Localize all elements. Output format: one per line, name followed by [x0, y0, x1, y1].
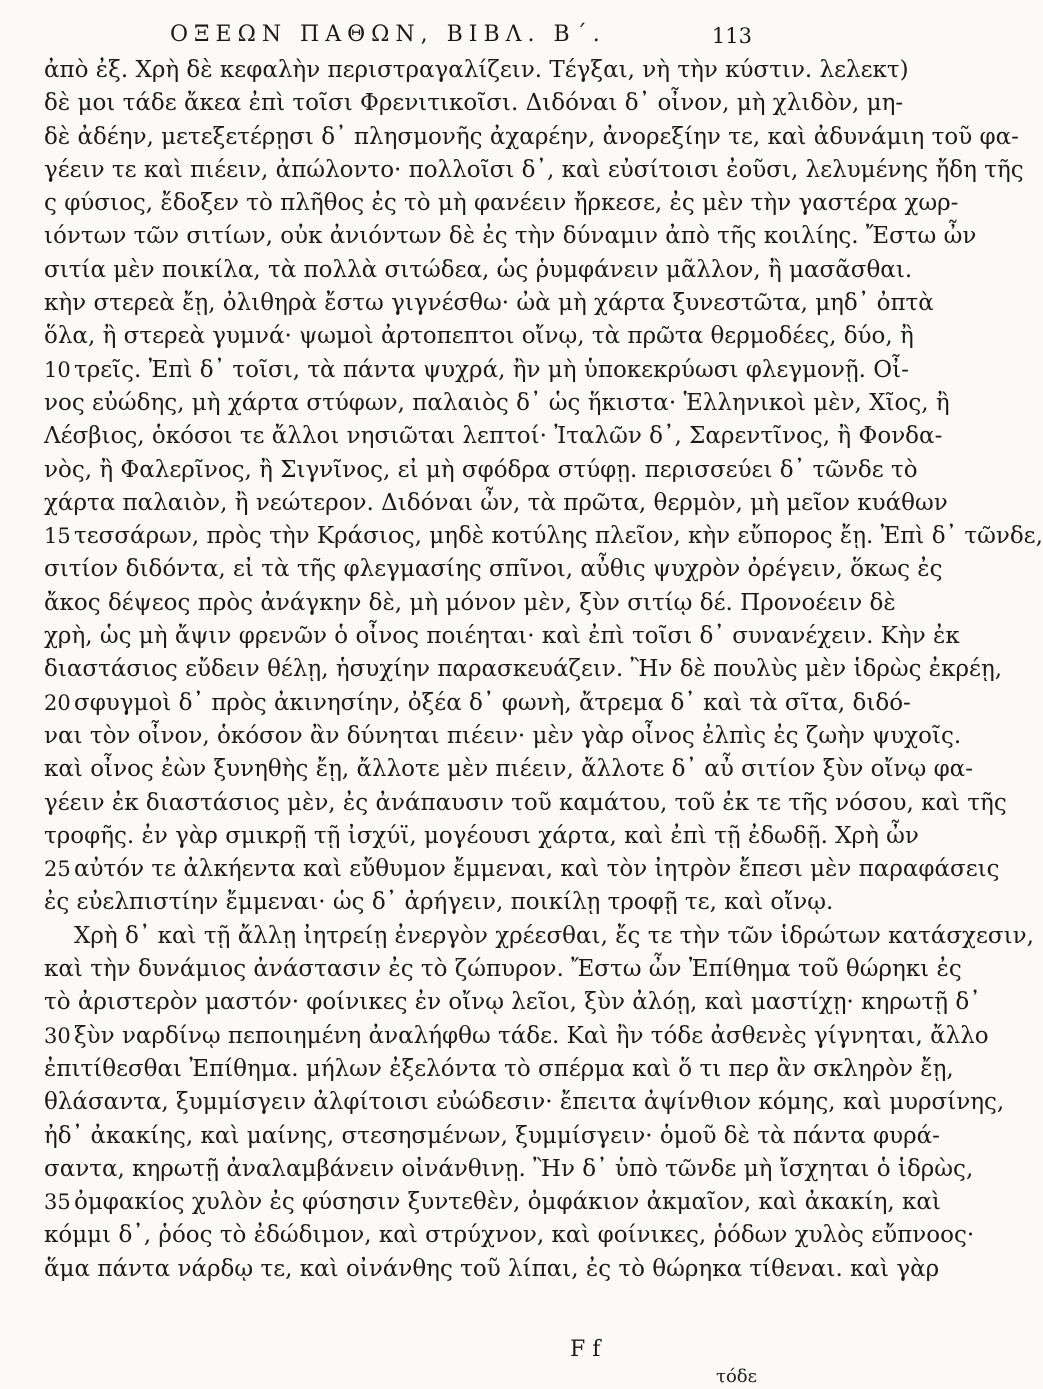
printer-signature: F f — [570, 1337, 601, 1362]
text-line — [44, 886, 834, 919]
text-line — [44, 487, 948, 520]
text-line — [44, 54, 909, 87]
text-line — [44, 254, 913, 287]
line-text: ξὺν ναρδίνῳ πεποιημένη ἀναλήφθω τάδε. Καὶ ἢν τόδε ἀσθενὲς γίγνηται, ἄλλο — [74, 1022, 989, 1049]
line-text: σιτία μὲν ποικίλα, τὰ πολλὰ σιτώδεα, ὡς ῥυμφάνειν μᾶλλον, ἢ μασᾶσθαι. — [44, 256, 913, 283]
line-text: γέειν τε καὶ πιέειν, ἀπώλοντο· πολλοῖσι δ᾽, καὶ εὐσίτοισι ἐοῦσι, λελυμένης ἤδη τῆς — [44, 156, 1024, 183]
line-text: ς φύσιος, ἔδοξεν τὸ πλῆθος ἐς τὸ μὴ φανέειν ἤρκεσε, ἐς μὲν τὴν γαστέρα χωρ- — [44, 190, 959, 217]
line-text: νος εὐώδης, μὴ χάρτα στύφων, παλαιὸς δ᾽ ὡς ἥκιστα· Ἑλληνικοὶ μὲν, Χῖος, ἢ — [44, 389, 950, 416]
line-number: 35 — [44, 1190, 71, 1215]
line-text: τὸ ἀριστερὸν μαστόν· φοίνικες ἐν οἴνῳ λεῖοι, ξὺν ἀλόῃ, καὶ μαστίχῃ· κηρωτῇ δ᾽ — [44, 989, 981, 1016]
line-text: ἄκος δέψεος πρὸς ἀνάγκην δὲ, μὴ μόνον μὲν, ξὺν σιτίῳ δέ. Προνοέειν δὲ — [44, 589, 896, 616]
line-text: τεσσάρων, πρὸς τὴν Κράσιος, μηδὲ κοτύλης πλεῖον, κὴν εὔπορος ἔῃ. Ἐπὶ δ᾽ τῶνδε, — [74, 523, 1043, 550]
text-line — [44, 787, 1007, 820]
text-line — [44, 1120, 940, 1153]
text-line — [44, 820, 919, 853]
line-text: ἐπιτίθεσθαι Ἐπίθημα. μήλων ἐξελόντα τὸ σπέρμα καὶ ὅ τι περ ἂν σκληρὸν ἔῃ, — [44, 1055, 954, 1082]
line-text: διαστάσιος εὔδειν θέλῃ, ἡσυχίην παρασκευάζειν. Ἢν δὲ πουλὺς μὲν ἱδρὼς ἐκρέῃ, — [44, 656, 1003, 683]
text-line — [44, 687, 911, 720]
line-text: ναι τὸν οἶνον, ὁκόσον ἂν δύνηται πιέειν· μὲν γὰρ οἶνος ἐλπὶς ἐς ζωὴν ψυχοῖς. — [44, 722, 962, 749]
running-head — [60, 10, 760, 50]
line-text: καὶ οἶνος ἐὼν ξυνηθὴς ἔῃ, ἄλλοτε μὲν πιέειν, ἄλλοτε δ᾽ αὖ σιτίον ξὺν οἴνῳ φα- — [44, 756, 973, 783]
line-number: 25 — [44, 857, 71, 882]
line-text: Λέσβιος, ὁκόσοι τε ἄλλοι νησιῶται λεπτοί· Ἰταλῶν δ᾽, Σαρεντῖνος, ἢ Φονδα- — [44, 423, 943, 450]
line-number: 10 — [44, 357, 71, 382]
text-line — [44, 520, 1043, 553]
catchword: τόδε — [716, 1366, 757, 1387]
text-line — [44, 87, 904, 120]
line-text: χρὴ, ὡς μὴ ἄψιν φρενῶν ὁ οἶνος ποιέηται· καὶ ἐπὶ τοῖσι δ᾽ συνανέχειν. Κὴν ἐκ — [44, 623, 960, 650]
text-line — [44, 287, 934, 320]
line-text: χάρτα παλαιὸν, ἢ νεώτερον. Διδόναι ὦν, τὰ πρῶτα, θερμὸν, μὴ μεῖον κυάθων — [44, 489, 948, 516]
text-line — [44, 1053, 954, 1086]
text-line — [44, 920, 1034, 953]
text-line — [44, 986, 981, 1019]
text-line — [44, 420, 943, 453]
line-text: κόμμι δ᾽, ῥόος τὸ ἐδώδιμον, καὶ στρύχνον, καὶ φοίνικες, ῥόδων χυλὸς εὔπνοος· — [44, 1222, 975, 1249]
line-text: θλάσαντα, ξυμμίσγειν ἀλφίτοισι εὐώδεσιν· ἔπειτα ἀψίνθιον κόμης, καὶ μυρσίνης, — [44, 1089, 1005, 1116]
line-text: δὲ ἀδέην, μετεξετέρῃσι δ᾽ πλησμονῆς ἀχαρέην, ἀνορεξίην τε, καὶ ἀδυνάμιη τοῦ φα- — [44, 123, 1019, 150]
line-number: 20 — [44, 690, 71, 715]
line-text: ἅμα πάντα νάρδῳ τε, καὶ οἰνάνθης τοῦ λίπαι, ἐς τὸ θώρηκα τίθεναι. καὶ γὰρ — [44, 1255, 940, 1282]
line-number: 30 — [44, 1023, 71, 1048]
text-line — [44, 753, 973, 786]
line-text: σαντα, κηρωτῇ ἀναλαμβάνειν οἰνάνθινῃ. Ἢν δ᾽ ὑπὸ τῶνδε μὴ ἴσχηται ὁ ἱδρὼς, — [44, 1155, 974, 1182]
line-text: κὴν στερεὰ ἔῃ, ὀλιθηρὰ ἔστω γιγνέσθω· ὠὰ μὴ χάρτα ξυνεστῶτα, μηδ᾽ ὀπτὰ — [44, 290, 934, 317]
text-line — [44, 154, 1024, 187]
line-text: δὲ μοι τάδε ἄκεα ἐπὶ τοῖσι Φρενιτικοῖσι. Διδόναι δ᾽ οἶνον, μὴ χλιδὸν, μη- — [44, 90, 904, 117]
line-text: αὐτόν τε ἀλκήεντα καὶ εὔθυμον ἔμμεναι, καὶ τὸν ἰητρὸν ἔπεσι μὲν παραφάσεις — [74, 856, 1000, 883]
line-text: ἐς εὐελπιστίην ἔμμεναι· ὡς δ᾽ ἀρήγειν, ποικίλῃ τροφῇ τε, καὶ οἴνῳ. — [44, 889, 834, 916]
text-line — [44, 1219, 975, 1252]
text-line — [44, 953, 962, 986]
text-line — [44, 121, 1019, 154]
line-text: καὶ τὴν δυνάμιος ἀνάστασιν ἐς τὸ ζώπυρον. Ἔστω ὦν Ἐπίθημα τοῦ θώρηκι ἐς — [44, 956, 962, 983]
text-line — [44, 653, 1003, 686]
line-text: Χρὴ δ᾽ καὶ τῇ ἄλλῃ ἰητρείῃ ἐνεργὸν χρέεσθαι, ἔς τε τὴν τῶν ἱδρώτων κατάσχεσιν, — [74, 922, 1034, 949]
line-number: 15 — [44, 524, 71, 549]
text-line — [44, 1153, 974, 1186]
body-text — [44, 54, 1043, 1286]
text-line — [44, 387, 950, 420]
text-line — [44, 853, 1000, 886]
text-line — [44, 620, 960, 653]
line-text: γέειν ἐκ διαστάσιος μὲν, ἐς ἀνάπαυσιν τοῦ καμάτου, τοῦ ἐκ τε τῆς νόσου, καὶ τῆς — [44, 789, 1007, 816]
text-line — [44, 187, 959, 220]
text-line — [44, 1020, 989, 1053]
line-text: τρεῖς. Ἐπὶ δ᾽ τοῖσι, τὰ πάντα ψυχρά, ἢν μὴ ὑποκεκρύωσι φλεγμονῇ. Οἶ- — [74, 356, 909, 383]
page-number: 113 — [711, 24, 752, 48]
text-line — [44, 553, 943, 586]
line-text: ἠδ᾽ ἀκακίης, καὶ μαίνης, στεσησμένων, ξυμμίσγειν· ὁμοῦ δὲ τὰ πάντα φυρά- — [44, 1122, 940, 1149]
text-line — [44, 454, 918, 487]
running-head-title: ΟΞΕΩΝ ΠΑΘΩΝ, ΒΙΒΛ. Β΄. — [170, 22, 606, 47]
text-line — [44, 354, 909, 387]
text-line — [44, 1253, 940, 1286]
line-text: ιόντων τῶν σιτίων, οὐκ ἀνιόντων δὲ ἐς τὴν δύναμιν ἀπὸ τῆς κοιλίης. Ἔστω ὦν — [44, 223, 977, 250]
line-text: ὀμφακίος χυλὸν ἐς φύσησιν ξυντεθὲν, ὀμφάκιον ἀκμαῖον, καὶ ἀκακίη, καὶ — [74, 1189, 941, 1216]
line-text: ἀπὸ ἐξ. Χρὴ δὲ κεφαλὴν περιστραγαλίζειν. Τέγξαι, νὴ τὴν κύστιν. λελεκτ) — [44, 57, 909, 83]
line-text: σιτίον διδόντα, εἰ τὰ τῆς φλεγμασίης σπῖνοι, αὖθις ψυχρὸν ὀρέγειν, ὅκως ἐς — [44, 556, 943, 583]
line-text: σφυγμοὶ δ᾽ πρὸς ἀκινησίην, ὀξέα δ᾽ φωνὴ, ἄτρεμα δ᾽ καὶ τὰ σῖτα, διδό- — [74, 689, 911, 716]
line-text: νὸς, ἢ Φαλερῖνος, ἢ Σιγνῖνος, εἰ μὴ σφόδρα στύφῃ. περισσεύει δ᾽ τῶνδε τὸ — [44, 456, 918, 483]
text-line — [44, 1086, 1005, 1119]
text-line — [44, 720, 962, 753]
text-line — [44, 1186, 941, 1219]
line-text: τροφῆς. ἐν γὰρ σμικρῇ τῇ ἰσχύϊ, μογέουσι χάρτα, καὶ ἐπὶ τῇ ἐδωδῇ. Χρὴ ὦν — [44, 822, 919, 849]
text-line — [44, 587, 896, 620]
text-line — [44, 320, 914, 353]
text-line — [44, 220, 977, 253]
line-text: ὅλα, ἢ στερεὰ γυμνά· ψωμοὶ ἀρτοπεπτοι οἴνῳ, τὰ πρῶτα θερμοδέες, δύο, ἢ — [44, 323, 914, 350]
